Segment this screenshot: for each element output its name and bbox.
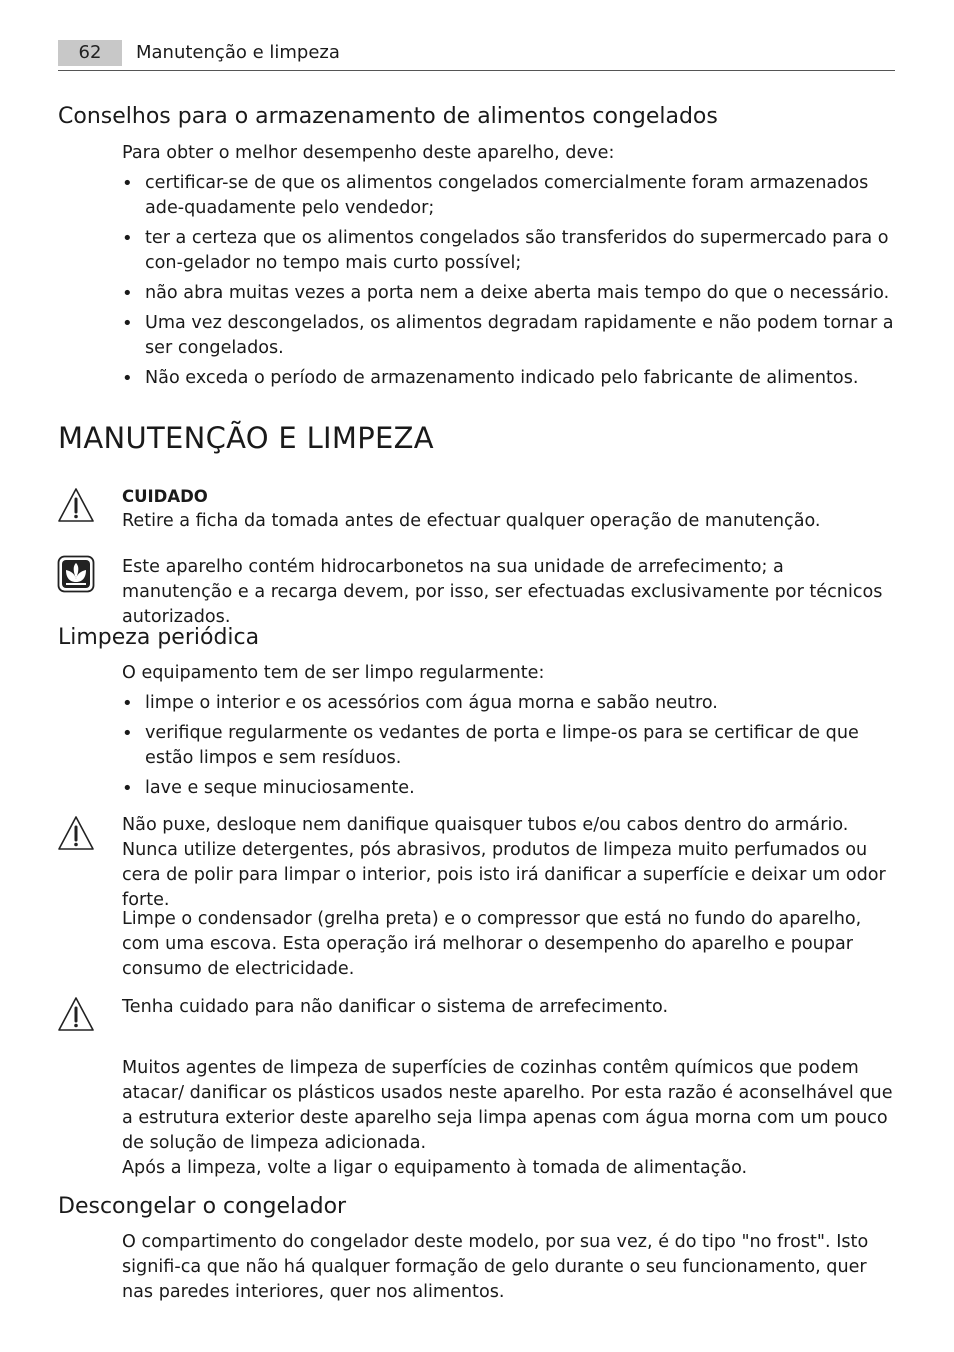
periodic-heading: Limpeza periódica [58, 625, 260, 650]
defrost-text: O compartimento do congelador deste modelo, por sua vez, é do tipo "no frost". Isto signifi-ca que não há qualquer formação de gelo durante o seu funcionamento, quer nas paredes interiores, quer nos alimentos. [122, 1232, 869, 1302]
list-item: • verifique regularmente os vedantes de porta e limpe-os para se certificar de que estão limpos e sem resíduos. [122, 721, 897, 771]
warning-triangle-icon [57, 815, 95, 853]
cleaning-agents-block [122, 1056, 895, 1181]
warning-triangle-icon [57, 996, 95, 1034]
warning-text: Não puxe, desloque nem danifique quaisquer tubos e/ou cabos dentro do armário. [122, 815, 849, 835]
environment-icon [57, 555, 95, 593]
caution-block [122, 484, 895, 534]
agents-text: Muitos agentes de limpeza de superfícies de cozinhas contêm químicos que podem atacar/ danificar os plásticos usados neste aparelho. Por esta razão é aconselhável que a estrutura exterior deste aparelho seja limpa apenas com água morna com um pouco de solução de limpeza adicionada. [122, 1058, 893, 1153]
list-item: • Uma vez descongelados, os alimentos degradam rapidamente e não podem tornar a ser congelados. [122, 311, 897, 361]
storage-intro: Para obter o melhor desempenho deste aparelho, deve: [122, 143, 615, 163]
caution-label: CUIDADO [122, 487, 208, 506]
environment-text: Este aparelho contém hidrocarbonetos na sua unidade de arrefecimento; a manutenção e a recarga devem, por isso, ser efectuadas exclusivamente por técnicos autorizados. [122, 557, 883, 627]
defrost-heading: Descongelar o congelador [58, 1194, 347, 1219]
warning-text: Nunca utilize detergentes, pós abrasivos, produtos de limpeza muito perfumados ou cera de polir para limpar o interior, pois isto irá danificar a superfície e deixar um odor forte. [122, 840, 886, 910]
condenser-text: Limpe o condensador (grelha preta) e o compressor que está no fundo do aparelho, com uma escova. Esta operação irá melhorar o desempenho do aparelho e poupar consumo de electricidade. [122, 909, 862, 979]
storage-list [122, 171, 897, 396]
header-divider [58, 70, 895, 71]
storage-heading: Conselhos para o armazenamento de alimentos congelados [58, 104, 718, 129]
list-item: • ter a certeza que os alimentos congelados são transferidos do supermercado para o con-gelador no tempo mais curto possível; [122, 226, 897, 276]
list-item: • não abra muitas vezes a porta nem a deixe aberta mais tempo do que o necessário. [122, 281, 897, 306]
warning-text: Tenha cuidado para não danificar o sistema de arrefecimento. [122, 997, 669, 1017]
warning-triangle-icon [57, 487, 95, 525]
list-item: • certificar-se de que os alimentos congelados comercialmente foram armazenados ade-quadamente pelo vendedor; [122, 171, 897, 221]
section-title: MANUTENÇÃO E LIMPEZA [58, 421, 434, 455]
after-cleaning-text: Após a limpeza, volte a ligar o equipamento à tomada de alimentação. [122, 1158, 748, 1178]
page-number: 62 [58, 40, 122, 66]
periodic-intro: O equipamento tem de ser limpo regularmente: [122, 663, 545, 683]
warning-block-1 [122, 813, 895, 913]
periodic-list [122, 691, 897, 806]
list-item: • lave e seque minuciosamente. [122, 776, 897, 801]
list-item: • limpe o interior e os acessórios com água morna e sabão neutro. [122, 691, 897, 716]
running-header: Manutenção e limpeza [136, 42, 340, 63]
caution-text: Retire a ficha da tomada antes de efectuar qualquer operação de manutenção. [122, 511, 821, 531]
list-item: • Não exceda o período de armazenamento indicado pelo fabricante de alimentos. [122, 366, 897, 391]
